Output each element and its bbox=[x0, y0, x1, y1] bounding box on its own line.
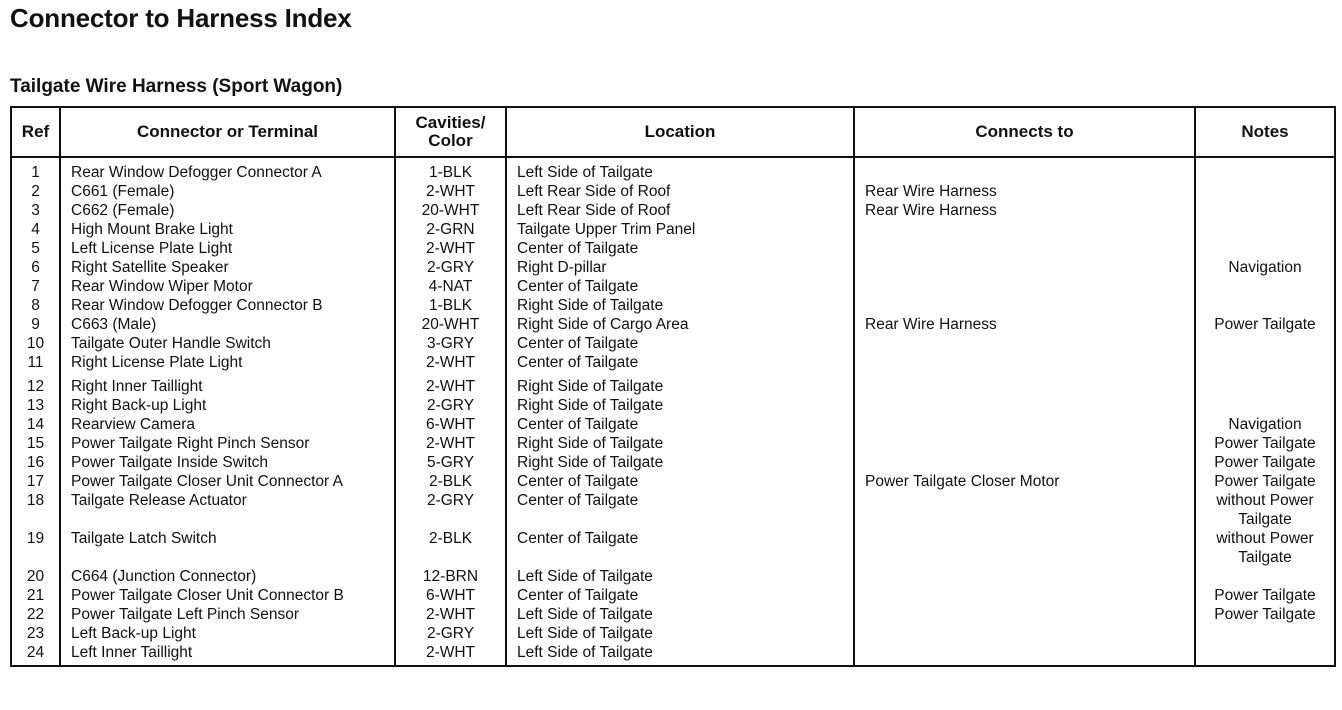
table-body bbox=[11, 157, 1335, 666]
cell-notes: without Power Tailgate bbox=[1195, 491, 1335, 529]
cell-connects-to bbox=[854, 567, 1195, 586]
cell-cavities: 1-BLK bbox=[395, 157, 506, 182]
table-row bbox=[11, 220, 1335, 239]
cell-connects-to bbox=[854, 491, 1195, 529]
table-row bbox=[11, 296, 1335, 315]
table-row bbox=[11, 453, 1335, 472]
cell-connector: Left License Plate Light bbox=[60, 239, 395, 258]
cell-location: Right Side of Tailgate bbox=[506, 296, 854, 315]
cell-location: Center of Tailgate bbox=[506, 334, 854, 353]
cell-cavities: 20-WHT bbox=[395, 201, 506, 220]
cell-notes: Navigation bbox=[1195, 415, 1335, 434]
cell-connects-to bbox=[854, 586, 1195, 605]
table-row bbox=[11, 529, 1335, 567]
header-cavities bbox=[395, 107, 506, 157]
cell-cavities: 2-WHT bbox=[395, 643, 506, 666]
cell-connects-to: Rear Wire Harness bbox=[854, 201, 1195, 220]
cell-connects-to bbox=[854, 157, 1195, 182]
cell-connects-to bbox=[854, 239, 1195, 258]
cell-location: Center of Tailgate bbox=[506, 472, 854, 491]
cell-notes: Power Tailgate bbox=[1195, 586, 1335, 605]
cell-notes bbox=[1195, 567, 1335, 586]
cell-cavities: 6-WHT bbox=[395, 415, 506, 434]
cell-cavities: 20-WHT bbox=[395, 315, 506, 334]
cell-cavities: 12-BRN bbox=[395, 567, 506, 586]
cell-cavities: 1-BLK bbox=[395, 296, 506, 315]
cell-location: Right Side of Cargo Area bbox=[506, 315, 854, 334]
cell-ref: 6 bbox=[11, 258, 60, 277]
cell-connects-to bbox=[854, 453, 1195, 472]
cell-ref: 14 bbox=[11, 415, 60, 434]
cell-cavities: 2-WHT bbox=[395, 239, 506, 258]
table-row bbox=[11, 643, 1335, 666]
cell-cavities: 2-GRY bbox=[395, 491, 506, 529]
cell-cavities: 2-BLK bbox=[395, 472, 506, 491]
cell-connector: Left Back-up Light bbox=[60, 624, 395, 643]
cell-location: Tailgate Upper Trim Panel bbox=[506, 220, 854, 239]
cell-notes: Power Tailgate bbox=[1195, 472, 1335, 491]
table-row bbox=[11, 258, 1335, 277]
cell-connector: Tailgate Outer Handle Switch bbox=[60, 334, 395, 353]
cell-cavities: 2-GRY bbox=[395, 396, 506, 415]
cell-connects-to bbox=[854, 643, 1195, 666]
cell-notes bbox=[1195, 624, 1335, 643]
header-notes: Notes bbox=[1195, 107, 1335, 157]
cell-connects-to bbox=[854, 434, 1195, 453]
cell-connector: Rear Window Defogger Connector A bbox=[60, 157, 395, 182]
cell-connector: Rearview Camera bbox=[60, 415, 395, 434]
table-row bbox=[11, 334, 1335, 353]
cell-connector: C664 (Junction Connector) bbox=[60, 567, 395, 586]
connector-index-table bbox=[10, 106, 1336, 667]
table-row bbox=[11, 567, 1335, 586]
cell-connector: Power Tailgate Right Pinch Sensor bbox=[60, 434, 395, 453]
cell-connects-to bbox=[854, 372, 1195, 396]
cell-location: Right Side of Tailgate bbox=[506, 372, 854, 396]
cell-location: Right Side of Tailgate bbox=[506, 434, 854, 453]
cell-ref: 16 bbox=[11, 453, 60, 472]
cell-ref: 5 bbox=[11, 239, 60, 258]
cell-connector: C661 (Female) bbox=[60, 182, 395, 201]
cell-notes bbox=[1195, 157, 1335, 182]
header-cavities-line1: Cavities/ bbox=[415, 113, 486, 132]
cell-location: Left Side of Tailgate bbox=[506, 605, 854, 624]
cell-cavities: 2-GRY bbox=[395, 258, 506, 277]
header-cavities-line2: Color bbox=[428, 131, 473, 150]
cell-connects-to bbox=[854, 220, 1195, 239]
cell-location: Left Rear Side of Roof bbox=[506, 182, 854, 201]
cell-notes bbox=[1195, 220, 1335, 239]
header-ref: Ref bbox=[11, 107, 60, 157]
cell-notes bbox=[1195, 353, 1335, 372]
cell-location: Right D-pillar bbox=[506, 258, 854, 277]
cell-ref: 24 bbox=[11, 643, 60, 666]
cell-cavities: 2-WHT bbox=[395, 353, 506, 372]
cell-ref: 8 bbox=[11, 296, 60, 315]
cell-ref: 1 bbox=[11, 157, 60, 182]
cell-notes bbox=[1195, 201, 1335, 220]
cell-ref: 10 bbox=[11, 334, 60, 353]
cell-connector: Power Tailgate Left Pinch Sensor bbox=[60, 605, 395, 624]
cell-ref: 12 bbox=[11, 372, 60, 396]
cell-cavities: 4-NAT bbox=[395, 277, 506, 296]
cell-location: Center of Tailgate bbox=[506, 239, 854, 258]
table-row bbox=[11, 396, 1335, 415]
cell-ref: 21 bbox=[11, 586, 60, 605]
cell-connector: Left Inner Taillight bbox=[60, 643, 395, 666]
table-row bbox=[11, 434, 1335, 453]
cell-cavities: 5-GRY bbox=[395, 453, 506, 472]
cell-notes: Power Tailgate bbox=[1195, 605, 1335, 624]
cell-notes: Power Tailgate bbox=[1195, 434, 1335, 453]
cell-notes bbox=[1195, 277, 1335, 296]
table-row bbox=[11, 277, 1335, 296]
header-row bbox=[11, 107, 1335, 157]
cell-cavities: 2-WHT bbox=[395, 182, 506, 201]
cell-connector: Power Tailgate Closer Unit Connector A bbox=[60, 472, 395, 491]
cell-location: Center of Tailgate bbox=[506, 277, 854, 296]
header-connector: Connector or Terminal bbox=[60, 107, 395, 157]
cell-connects-to bbox=[854, 415, 1195, 434]
table-row bbox=[11, 239, 1335, 258]
cell-location: Left Side of Tailgate bbox=[506, 567, 854, 586]
cell-cavities: 2-WHT bbox=[395, 605, 506, 624]
cell-location: Left Rear Side of Roof bbox=[506, 201, 854, 220]
cell-location: Left Side of Tailgate bbox=[506, 157, 854, 182]
cell-notes bbox=[1195, 239, 1335, 258]
cell-ref: 9 bbox=[11, 315, 60, 334]
cell-notes bbox=[1195, 296, 1335, 315]
cell-connects-to: Power Tailgate Closer Motor bbox=[854, 472, 1195, 491]
cell-connects-to: Rear Wire Harness bbox=[854, 315, 1195, 334]
cell-notes bbox=[1195, 643, 1335, 666]
cell-ref: 23 bbox=[11, 624, 60, 643]
cell-connector: Right Back-up Light bbox=[60, 396, 395, 415]
cell-location: Right Side of Tailgate bbox=[506, 453, 854, 472]
table-row bbox=[11, 353, 1335, 372]
cell-notes bbox=[1195, 182, 1335, 201]
table-row bbox=[11, 157, 1335, 182]
cell-connects-to bbox=[854, 296, 1195, 315]
table-row bbox=[11, 491, 1335, 529]
cell-ref: 11 bbox=[11, 353, 60, 372]
table-row bbox=[11, 415, 1335, 434]
cell-notes bbox=[1195, 334, 1335, 353]
cell-connects-to bbox=[854, 605, 1195, 624]
cell-connector: Tailgate Release Actuator bbox=[60, 491, 395, 529]
cell-connector: Right License Plate Light bbox=[60, 353, 395, 372]
cell-connector: Rear Window Defogger Connector B bbox=[60, 296, 395, 315]
cell-cavities: 2-GRN bbox=[395, 220, 506, 239]
cell-notes: Navigation bbox=[1195, 258, 1335, 277]
page-title: Connector to Harness Index bbox=[10, 3, 352, 33]
cell-location: Center of Tailgate bbox=[506, 415, 854, 434]
cell-location: Right Side of Tailgate bbox=[506, 396, 854, 415]
cell-notes bbox=[1195, 396, 1335, 415]
cell-ref: 18 bbox=[11, 491, 60, 529]
cell-location: Left Side of Tailgate bbox=[506, 624, 854, 643]
cell-notes: without Power Tailgate bbox=[1195, 529, 1335, 567]
cell-cavities: 6-WHT bbox=[395, 586, 506, 605]
cell-ref: 2 bbox=[11, 182, 60, 201]
cell-connector: Power Tailgate Inside Switch bbox=[60, 453, 395, 472]
cell-connects-to bbox=[854, 396, 1195, 415]
cell-ref: 4 bbox=[11, 220, 60, 239]
cell-connector: Power Tailgate Closer Unit Connector B bbox=[60, 586, 395, 605]
table-row bbox=[11, 586, 1335, 605]
cell-connector: Rear Window Wiper Motor bbox=[60, 277, 395, 296]
cell-connector: Tailgate Latch Switch bbox=[60, 529, 395, 567]
cell-ref: 19 bbox=[11, 529, 60, 567]
cell-location: Center of Tailgate bbox=[506, 529, 854, 567]
cell-connects-to bbox=[854, 353, 1195, 372]
table-row bbox=[11, 605, 1335, 624]
cell-location: Left Side of Tailgate bbox=[506, 643, 854, 666]
cell-cavities: 2-WHT bbox=[395, 372, 506, 396]
cell-ref: 13 bbox=[11, 396, 60, 415]
cell-notes: Power Tailgate bbox=[1195, 453, 1335, 472]
cell-ref: 20 bbox=[11, 567, 60, 586]
cell-ref: 7 bbox=[11, 277, 60, 296]
table-row bbox=[11, 472, 1335, 491]
table-row bbox=[11, 315, 1335, 334]
cell-ref: 17 bbox=[11, 472, 60, 491]
cell-connects-to bbox=[854, 334, 1195, 353]
table-row bbox=[11, 624, 1335, 643]
header-location: Location bbox=[506, 107, 854, 157]
cell-cavities: 2-BLK bbox=[395, 529, 506, 567]
cell-cavities: 2-GRY bbox=[395, 624, 506, 643]
cell-connects-to: Rear Wire Harness bbox=[854, 182, 1195, 201]
cell-connects-to bbox=[854, 529, 1195, 567]
table-row bbox=[11, 201, 1335, 220]
cell-ref: 3 bbox=[11, 201, 60, 220]
cell-connects-to bbox=[854, 624, 1195, 643]
cell-connects-to bbox=[854, 258, 1195, 277]
cell-cavities: 3-GRY bbox=[395, 334, 506, 353]
cell-location: Center of Tailgate bbox=[506, 586, 854, 605]
cell-connects-to bbox=[854, 277, 1195, 296]
cell-location: Center of Tailgate bbox=[506, 353, 854, 372]
cell-ref: 22 bbox=[11, 605, 60, 624]
cell-connector: Right Satellite Speaker bbox=[60, 258, 395, 277]
section-title: Tailgate Wire Harness (Sport Wagon) bbox=[10, 76, 343, 97]
table-row bbox=[11, 182, 1335, 201]
cell-connector: High Mount Brake Light bbox=[60, 220, 395, 239]
cell-location: Center of Tailgate bbox=[506, 491, 854, 529]
table-row bbox=[11, 372, 1335, 396]
cell-cavities: 2-WHT bbox=[395, 434, 506, 453]
header-connects-to: Connects to bbox=[854, 107, 1195, 157]
cell-notes bbox=[1195, 372, 1335, 396]
cell-connector: C662 (Female) bbox=[60, 201, 395, 220]
cell-connector: Right Inner Taillight bbox=[60, 372, 395, 396]
cell-ref: 15 bbox=[11, 434, 60, 453]
cell-connector: C663 (Male) bbox=[60, 315, 395, 334]
cell-notes: Power Tailgate bbox=[1195, 315, 1335, 334]
